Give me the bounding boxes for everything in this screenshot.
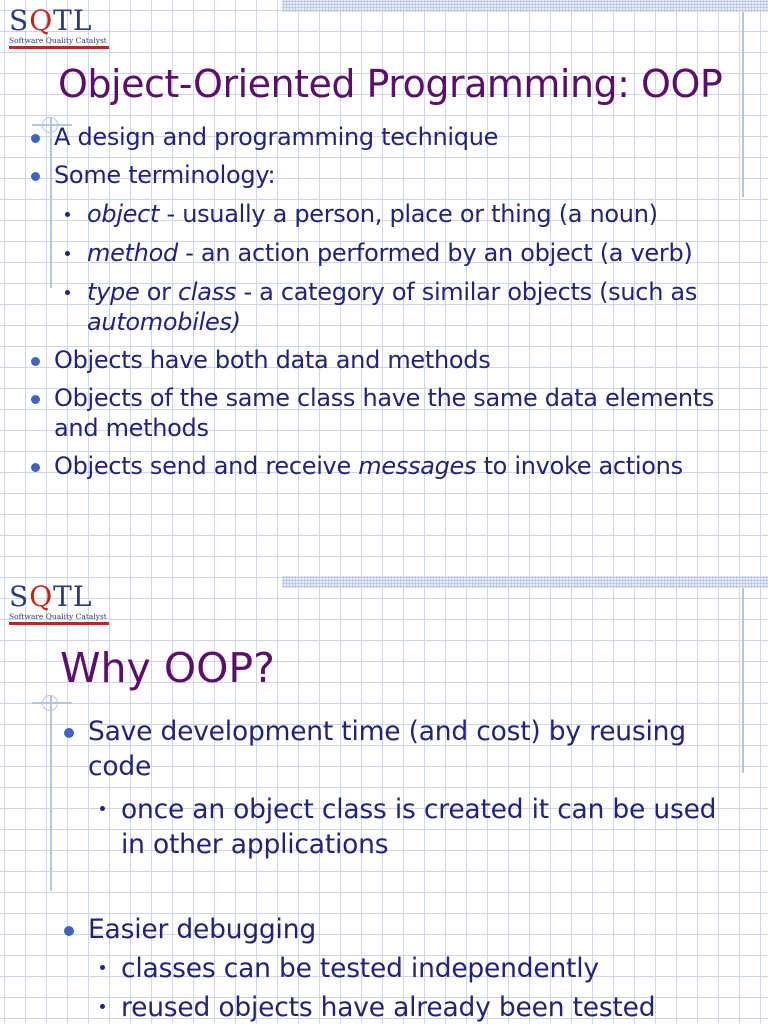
bullet-text-emphasis: messages [358,452,477,480]
sub-list-item [56,990,736,1024]
term-method-definition: - an action performed by an object (a verb) [177,239,693,267]
sub-list-item [56,951,736,986]
crosshair-icon [42,695,58,711]
logo-underline [9,622,109,625]
term-class: class [178,278,237,306]
bullet-dot-icon [64,926,74,936]
bullet-dot-icon [31,395,40,404]
sqtl-logo [9,6,117,49]
bullet-list [56,714,736,1024]
logo-underline [9,46,109,49]
bullet-text: A design and programming technique [54,123,499,151]
slide-title: Object-Oriented Programming: OOP [58,62,723,106]
bullet-text: Objects of the same class have the same data elements and methods [54,384,715,442]
logo-wordmark: SQTL [9,4,93,37]
slide-title: Why OOP? [60,644,275,692]
bullet-text: Some terminology: [54,161,276,189]
bullet-text-pre: Objects send and receive [54,452,359,480]
sub-list-item [24,199,764,229]
sub-bullet-text: reused objects have already been tested [121,992,656,1023]
sqtl-logo [9,582,117,625]
bullet-dot-icon [31,172,40,181]
sub-list-item [56,792,736,862]
slide-why-oop [0,572,768,1024]
sub-list-item [24,238,764,268]
bullet-list [24,122,764,481]
bullet-text: Save development time (and cost) by reusing code [88,716,686,782]
term-object-definition: - usually a person, place or thing (a noun) [159,200,658,228]
sub-bullet-text: classes can be tested independently [121,953,599,984]
dotted-header-band [282,576,768,588]
logo-wordmark: SQTL [9,580,93,613]
list-item [56,912,736,947]
decorative-vertical-line [742,588,744,773]
sub-bullet-icon [100,806,105,811]
sub-bullet-icon [65,251,70,256]
term-class-example: automobiles) [87,308,241,336]
term-connector: or [139,278,179,306]
term-class-definition: - a category of similar objects (such as [236,278,698,306]
list-item [56,714,736,784]
sub-bullet-icon [65,212,70,217]
sub-bullet-text: once an object class is created it can be used in other applications [121,794,717,860]
term-type: type [87,278,140,306]
term-method: method [87,239,178,267]
bullet-text-post: to invoke actions [476,452,683,480]
sub-bullet-icon [100,965,105,970]
bullet-text: Objects have both data and methods [54,346,491,374]
logo-tagline: Software Quality Catalyst [9,612,107,621]
decorative-vertical-line-left [50,696,52,891]
logo-tagline: Software Quality Catalyst [9,36,107,45]
bullet-dot-icon [31,357,40,366]
sub-list-item [24,277,764,337]
list-item [24,451,764,481]
sub-bullet-icon [65,290,70,295]
term-object: object [87,200,160,228]
sub-bullet-icon [100,1004,105,1009]
bullet-text: Easier debugging [88,914,316,945]
bullet-dot-icon [31,134,40,143]
bullet-dot-icon [31,463,40,472]
list-item [24,345,764,375]
bullet-dot-icon [64,728,74,738]
list-item [24,160,764,190]
list-item [24,122,764,152]
dotted-header-band [282,0,768,12]
list-item [24,383,764,443]
